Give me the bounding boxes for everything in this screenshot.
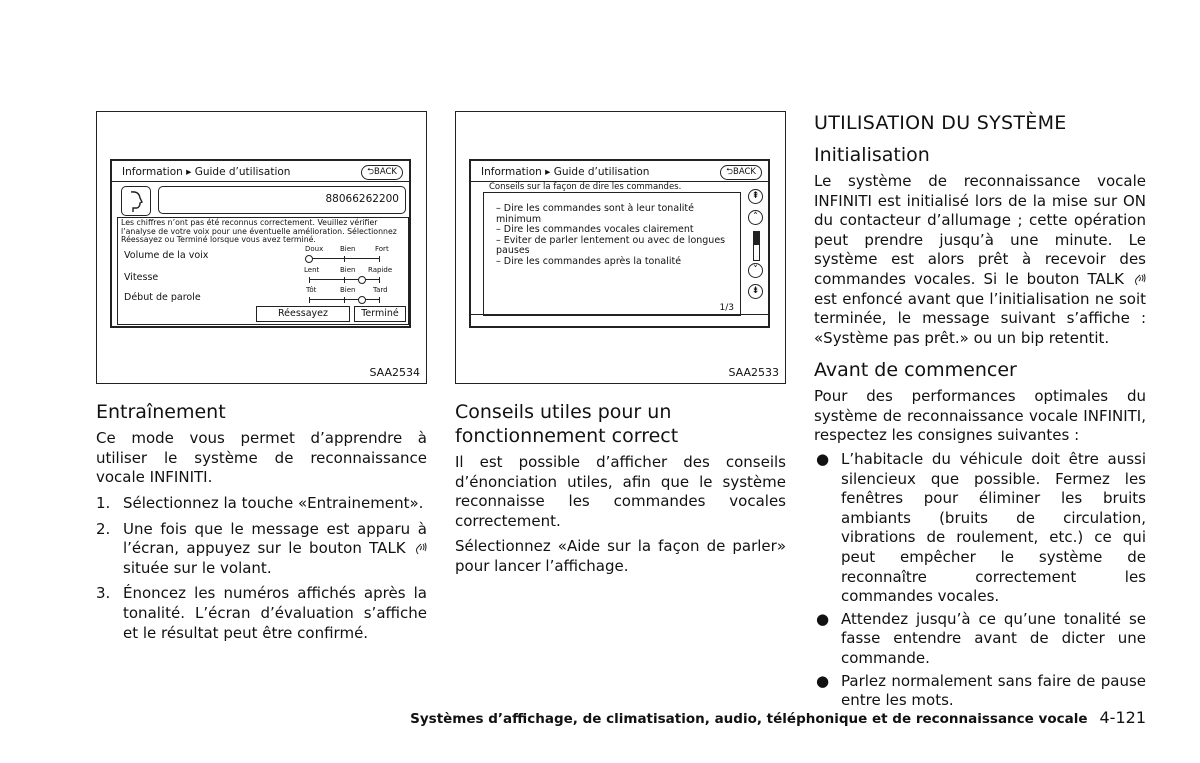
- bullet-text: Attendez jusqu’à ce qu’une tonalité se fasse entendre avant de dicter une commande.: [841, 609, 1146, 667]
- page-top-icon[interactable]: ⇞: [748, 189, 763, 204]
- step-number: 2.: [96, 519, 111, 538]
- screen-breadcrumb: Information ▸ Guide d’utilisation: [122, 166, 291, 178]
- scale-high-start: Tard: [373, 286, 388, 294]
- bullet-item: [814, 610, 1146, 669]
- back-label: BACK: [373, 167, 397, 177]
- scroll-down-icon[interactable]: ˅: [748, 263, 763, 278]
- step-text: Une fois que le message est apparu à l’écran, appuyez sur le bouton TALK: [123, 519, 427, 558]
- scale-low-speed: Lent: [304, 266, 320, 274]
- training-intro: Ce mode vous permet d’apprendre à utiliser le système de reconnaissance vocale INFINITI.: [96, 429, 427, 487]
- scale-low-start: Tôt: [306, 286, 317, 294]
- retry-button[interactable]: Réessayez: [256, 306, 350, 322]
- bullet-text: L’habitacle du véhicule doit être aussi silencieux que possible. Fermez les fenêtres pour éliminer les bruits ambiants (bruits de circulation, vibrations de roulement, etc.) ce qui peut empêcher le système de reconnaître correctement les commandes vocales.: [841, 450, 1146, 606]
- talk-button-icon: [1132, 272, 1146, 286]
- footer-section-title: Systèmes d’affichage, de climatisation, audio, téléphonique et de reconnaissance vocale: [410, 711, 1088, 727]
- bullet-dot: ●: [816, 609, 830, 628]
- slider-knob: [358, 276, 366, 284]
- step-item: [96, 494, 427, 514]
- scale-high-volume: Fort: [375, 245, 389, 253]
- tips-list: [496, 204, 736, 267]
- page-number: 4-121: [1099, 708, 1146, 727]
- back-arrow-icon: ⮌: [726, 167, 733, 177]
- back-button[interactable]: [720, 165, 762, 180]
- done-button[interactable]: Terminé: [354, 306, 406, 322]
- scale-low-volume: Doux: [305, 245, 324, 253]
- step-text: Sélectionnez la touche «Entrainement».: [123, 494, 424, 512]
- step-text: Énoncez les numéros affichés après la tonalité. L’écran d’évaluation s’affiche et le résultat peut être confirmé.: [123, 584, 427, 642]
- page-footer: [410, 708, 1146, 727]
- tip-item: – Dire les commandes après la tonalité: [496, 255, 682, 267]
- bullet-text: Parlez normalement sans faire de pause entre les mots.: [841, 671, 1146, 710]
- tips-paragraph-1: Il est possible d’afficher des conseils d’énonciation utiles, afin que le système reconnaisse les commandes vocales correctement.: [455, 453, 786, 530]
- tips-subtitle: Conseils sur la façon de dire les commandes.: [489, 182, 682, 192]
- page-indicator: 1/3: [719, 303, 734, 313]
- training-screen: [110, 159, 411, 328]
- slider-label-start: Début de parole: [124, 292, 201, 303]
- number-display: [158, 186, 406, 214]
- bullet-dot: ●: [816, 450, 830, 468]
- tips-screen: [469, 159, 770, 328]
- result-panel: [117, 217, 409, 325]
- tip-item: – Dire les commandes vocales clairement: [496, 224, 694, 235]
- bullet-dot: ●: [816, 671, 830, 690]
- header-divider: [112, 181, 409, 182]
- figure-code: SAA2533: [728, 366, 779, 379]
- tips-heading: Conseils utiles pour un fonctionnement correct: [455, 401, 679, 447]
- back-arrow-icon: ⮌: [367, 167, 374, 177]
- scroll-up-icon[interactable]: ˄: [748, 210, 763, 225]
- talk-button-icon: [413, 541, 427, 555]
- init-paragraph: [814, 172, 1146, 348]
- scale-mid-speed: Bien: [340, 266, 356, 274]
- recognition-message: Les chiffres n’ont pas été reconnus correctement. Veuillez vérifier l’analyse de votre voix pour une éventuelle amélioration. Sélectionnez Réessayez ou Terminé lorsque vous avez terminé.: [121, 218, 397, 244]
- step-item: [96, 520, 427, 579]
- back-button[interactable]: [361, 165, 403, 180]
- training-heading: Entraînement: [96, 401, 226, 423]
- figure-tips-screen: [455, 111, 786, 384]
- step-number: 1.: [96, 494, 111, 512]
- tips-panel: [483, 192, 741, 316]
- screen-breadcrumb: Information ▸ Guide d’utilisation: [481, 166, 650, 178]
- training-steps: [96, 494, 427, 643]
- before-intro: Pour des performances optimales du système de reconnaissance vocale INFINITI, respectez les consignes suivantes :: [814, 387, 1146, 445]
- back-label: BACK: [732, 167, 756, 177]
- recognized-number: 88066262200: [325, 193, 399, 205]
- scale-mid-volume: Bien: [340, 245, 356, 253]
- page-bottom-icon[interactable]: ⇟: [748, 284, 763, 299]
- before-heading: Avant de commencer: [814, 359, 1017, 381]
- slider-speed: [309, 279, 379, 280]
- section-title: UTILISATION DU SYSTÈME: [814, 112, 1067, 134]
- tip-item: – Dire les commandes sont à leur tonalité minimum: [496, 203, 694, 225]
- step-text-cont: située sur le volant.: [123, 558, 272, 577]
- before-bullets: [814, 450, 1146, 711]
- face-icon: [121, 186, 151, 216]
- scale-high-speed: Rapide: [368, 266, 393, 274]
- init-text-cont: est enfoncé avant que l’initialisation ne soit terminée, le message suivant s’affiche : «Système pas prêt.» ou un bip retentit.: [814, 289, 1146, 347]
- slider-label-speed: Vitesse: [124, 272, 159, 283]
- footer-divider: [471, 314, 768, 315]
- step-number: 3.: [96, 584, 111, 603]
- init-heading: Initialisation: [814, 144, 930, 166]
- slider-label-volume: Volume de la voix: [124, 250, 209, 261]
- step-item: [96, 584, 427, 643]
- tip-item: – Eviter de parler lentement ou avec de longues pauses: [496, 234, 726, 256]
- scrollbar-thumb[interactable]: [753, 231, 760, 261]
- bullet-item: [814, 672, 1146, 711]
- slider-knob: [358, 296, 366, 304]
- slider-start: [309, 299, 379, 300]
- bullet-item: [814, 450, 1146, 607]
- scale-mid-start: Bien: [340, 286, 356, 294]
- slider-volume: [309, 258, 379, 259]
- tips-paragraph-2: Sélectionnez «Aide sur la façon de parler» pour lancer l’affichage.: [455, 537, 786, 575]
- figure-training-screen: [96, 111, 427, 384]
- init-text: Le système de reconnaissance vocale INFINITI est initialisé lors de la mise sur ON du contacteur d’allumage ; cette opération peut prendre jusqu’à une minute. Le système est alors prêt à recevoir des commandes vocales. Si le bouton TALK: [814, 172, 1146, 288]
- figure-code: SAA2534: [369, 366, 420, 379]
- slider-knob: [305, 255, 313, 263]
